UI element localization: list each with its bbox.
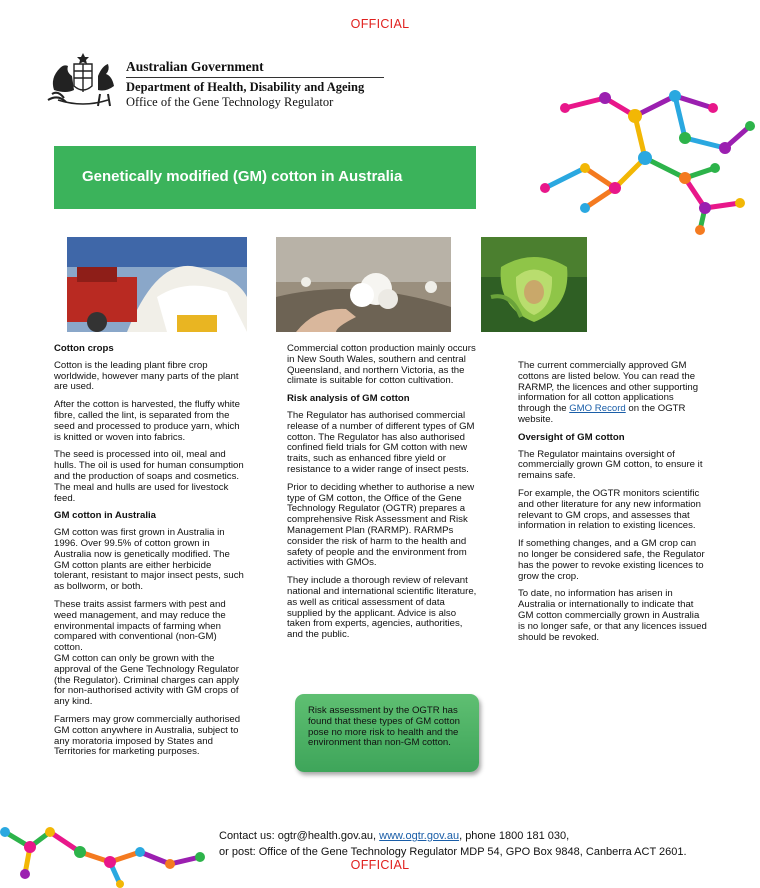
paragraph: If something changes, and a GM crop can no longer be considered safe, the Regulator has the power to revoke existing licences to grow the crop. <box>518 538 705 582</box>
heading-gm-cotton-australia: GM cotton in Australia <box>54 510 156 522</box>
paragraph-gmo-record <box>518 361 708 426</box>
gov-divider <box>126 77 384 78</box>
molecule-decoration-icon <box>0 812 215 888</box>
coat-of-arms-icon <box>44 50 122 110</box>
department-name: Department of Health, Disability and Ageing <box>126 80 365 94</box>
paragraph: GM cotton was first grown in Australia in 1996. Over 99.5% of cotton grown in Australia now is genetically modified. The GM cotton plants are either herbicide tolerant, resistant to major insect pests, such as bollworm, or both. <box>54 527 244 593</box>
paragraph: These traits assist farmers with pest and weed management, and may reduce the environmental impacts of farming when compared with conventional (non-GM) cotton. <box>54 598 226 654</box>
banner-title: Genetically modified (GM) cotton in Australia <box>82 168 403 185</box>
column-middle <box>287 344 477 648</box>
cotton-boll-hand-photo <box>276 237 451 332</box>
paragraph: Commercial cotton production mainly occurs in New South Wales, southern and central Queensland, and northern Victoria, as the climate is suitable for cotton cultivation. <box>287 343 476 387</box>
paragraph: To date, no information has arisen in Australia or internationally to indicate that GM cotton commercially grown in Australia is no longer safe, or that any licences issued should be revoked. <box>518 588 707 643</box>
ogtr-website-link[interactable]: www.ogtr.gov.au <box>379 830 460 842</box>
paragraph: For example, the OGTR monitors scientific and other literature for any new information relevant to GM crops, and assesses that information in relation to existing licences. <box>518 487 701 532</box>
paragraph-text: on the OGTR website. <box>518 403 686 425</box>
column-left <box>54 344 246 765</box>
classification-label-bottom: OFFICIAL <box>350 858 410 872</box>
paragraph: GM cotton can only be grown with the approval of the Gene Technology Regulator (the Regulator). Criminal charges can apply for non-authorised activity with GM crops of any kind. <box>54 652 240 708</box>
paragraph-text: The current commercially approved GM cottons are listed below. You can read the RARMP, the licences and other supporting information for all cotton applications through the <box>518 360 699 415</box>
molecule-decoration-icon <box>525 68 760 238</box>
gmo-record-link[interactable]: GMO Record <box>569 403 626 415</box>
heading-cotton-crops: Cotton crops <box>54 343 114 354</box>
gov-title: Australian Government <box>126 59 264 74</box>
paragraph: They include a thorough review of relevant national and international scientific literature, as well as critical assessment of data supplied by the applicant. Advice is also taken from experts, agencies, authorities, and the public. <box>287 575 477 641</box>
heading-oversight: Oversight of GM cotton <box>518 431 625 443</box>
postal-address: or post: Office of the Gene Technology Regulator MDP 54, GPO Box 9848, Canberra ACT 2601. <box>219 846 687 858</box>
contact-line <box>219 830 569 842</box>
paragraph: Cotton is the leading plant fibre crop worldwide, however many parts of the plant are used. <box>54 359 239 393</box>
office-name: Office of the Gene Technology Regulator <box>126 95 334 109</box>
classification-label-top: OFFICIAL <box>350 17 410 31</box>
paragraph: The Regulator has authorised commercial release of a number of different types of GM cotton. The Regulator has also authorised confined field trials for GM cotton with new traits, such as enhanced fibre yield or resistance to a wider range of insect pests. <box>287 409 475 475</box>
callout-text: Risk assessment by the OGTR has found that these types of GM cotton pose no more risk to health and the environment than non-GM cotton. <box>308 705 460 749</box>
paragraph: Farmers may grow commercially authorised GM cotton anywhere in Australia, subject to any moratoria imposed by States and Territories for marketing purposes. <box>54 713 241 758</box>
paragraph: Prior to deciding whether to authorise a new type of GM cotton, the Office of the Gene Technology Regulator (OGTR) prepares a comprehensive Risk Assessment and Risk Management Plan (RARMP). RARMPs consider the risk of harm to the health and safety of people and the environment from activities with GMOs. <box>287 481 475 569</box>
cotton-harvester-photo <box>67 237 247 332</box>
paragraph: After the cotton is harvested, the fluffy white fibre, called the lint, is separated from the seed and processed to produce yarn, which is knitted or woven into fabrics. <box>54 399 240 443</box>
paragraph: The seed is processed into oil, meal and hulls. The oil is used for human consumption and the production of soaps and cosmetics. The meal and hulls are used for livestock feed. <box>54 449 244 504</box>
heading-risk-analysis: Risk analysis of GM cotton <box>287 393 410 405</box>
title-banner <box>54 146 476 209</box>
contact-text: , phone 1800 181 030, <box>459 830 570 842</box>
paragraph: The Regulator maintains oversight of commercially grown GM cotton, to ensure it remains safe. <box>518 448 703 482</box>
column-right <box>518 361 708 650</box>
cotton-flower-bud-photo <box>481 237 587 332</box>
risk-callout-box <box>295 694 479 772</box>
contact-text: Contact us: ogtr@health.gov.au, <box>219 830 380 842</box>
